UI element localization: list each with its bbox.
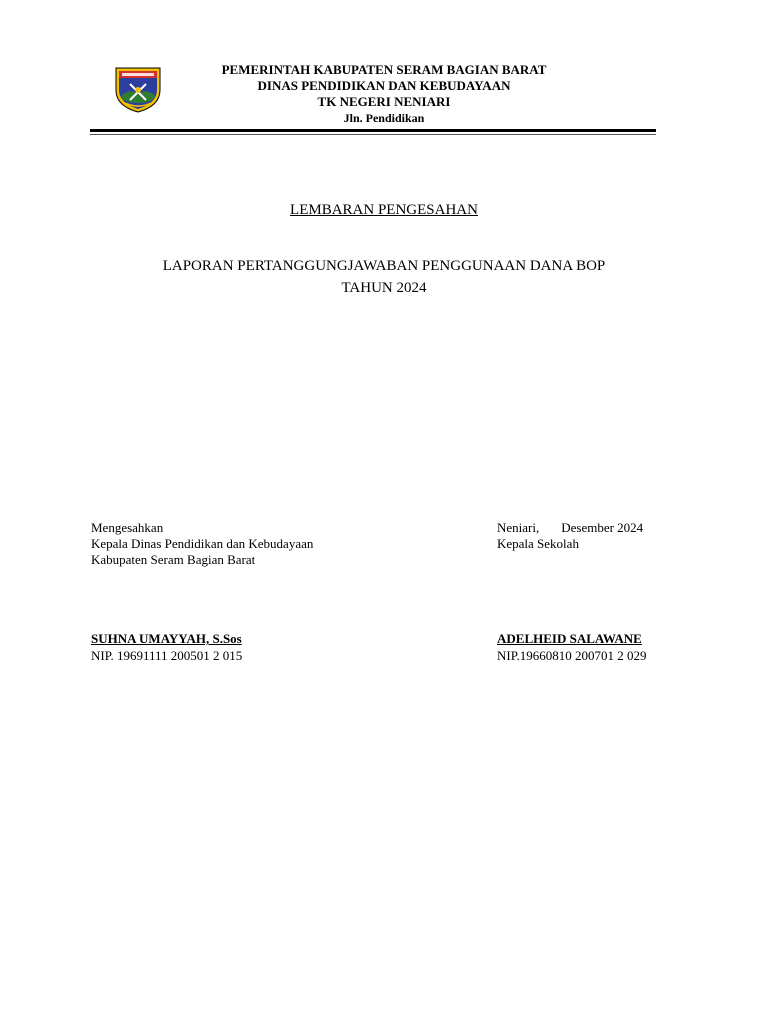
left-signer-region: Kabupaten Seram Bagian Barat: [91, 552, 256, 567]
government-name: PEMERINTAH KABUPATEN SERAM BAGIAN BARAT: [221, 62, 547, 77]
left-signer-title: Kepala Dinas Pendidikan dan Kebudayaan: [91, 536, 314, 551]
approval-title: [0, 199, 768, 221]
signing-date: Desember 2024: [561, 520, 644, 535]
left-signature-block: [91, 520, 313, 568]
right-signature-block: [497, 520, 643, 552]
right-signer-nip: NIP.19660810 200701 2 029: [497, 648, 647, 663]
right-signer-name: ADELHEID SALAWANE: [497, 631, 642, 646]
letterhead: [170, 62, 598, 126]
left-signer-name: SUHNA UMAYYAH, S.Sos: [91, 631, 242, 646]
approval-label: Mengesahkan: [91, 520, 164, 535]
approval-title-text: LEMBARAN PENGESAHAN: [290, 202, 478, 218]
regency-emblem-icon: [113, 66, 163, 114]
report-title-line1: LAPORAN PERTANGGUNGJAWABAN PENGGUNAAN DANA BOP: [162, 258, 606, 274]
school-name: TK NEGERI NENIARI: [317, 94, 451, 109]
report-title: [0, 255, 768, 299]
report-title-line2: TAHUN 2024: [341, 280, 427, 296]
place-date-line: [497, 520, 643, 536]
left-signer-nip: NIP. 19691111 200501 2 015: [91, 648, 243, 663]
school-address: Jln. Pendidikan: [343, 111, 425, 125]
department-name: DINAS PENDIDIKAN DAN KEBUDAYAAN: [257, 78, 511, 93]
right-signer-title: Kepala Sekolah: [497, 536, 579, 551]
place-name: Neniari,: [497, 520, 540, 535]
letterhead-divider-thin: [90, 134, 656, 135]
letterhead-divider-thick: [90, 129, 656, 132]
